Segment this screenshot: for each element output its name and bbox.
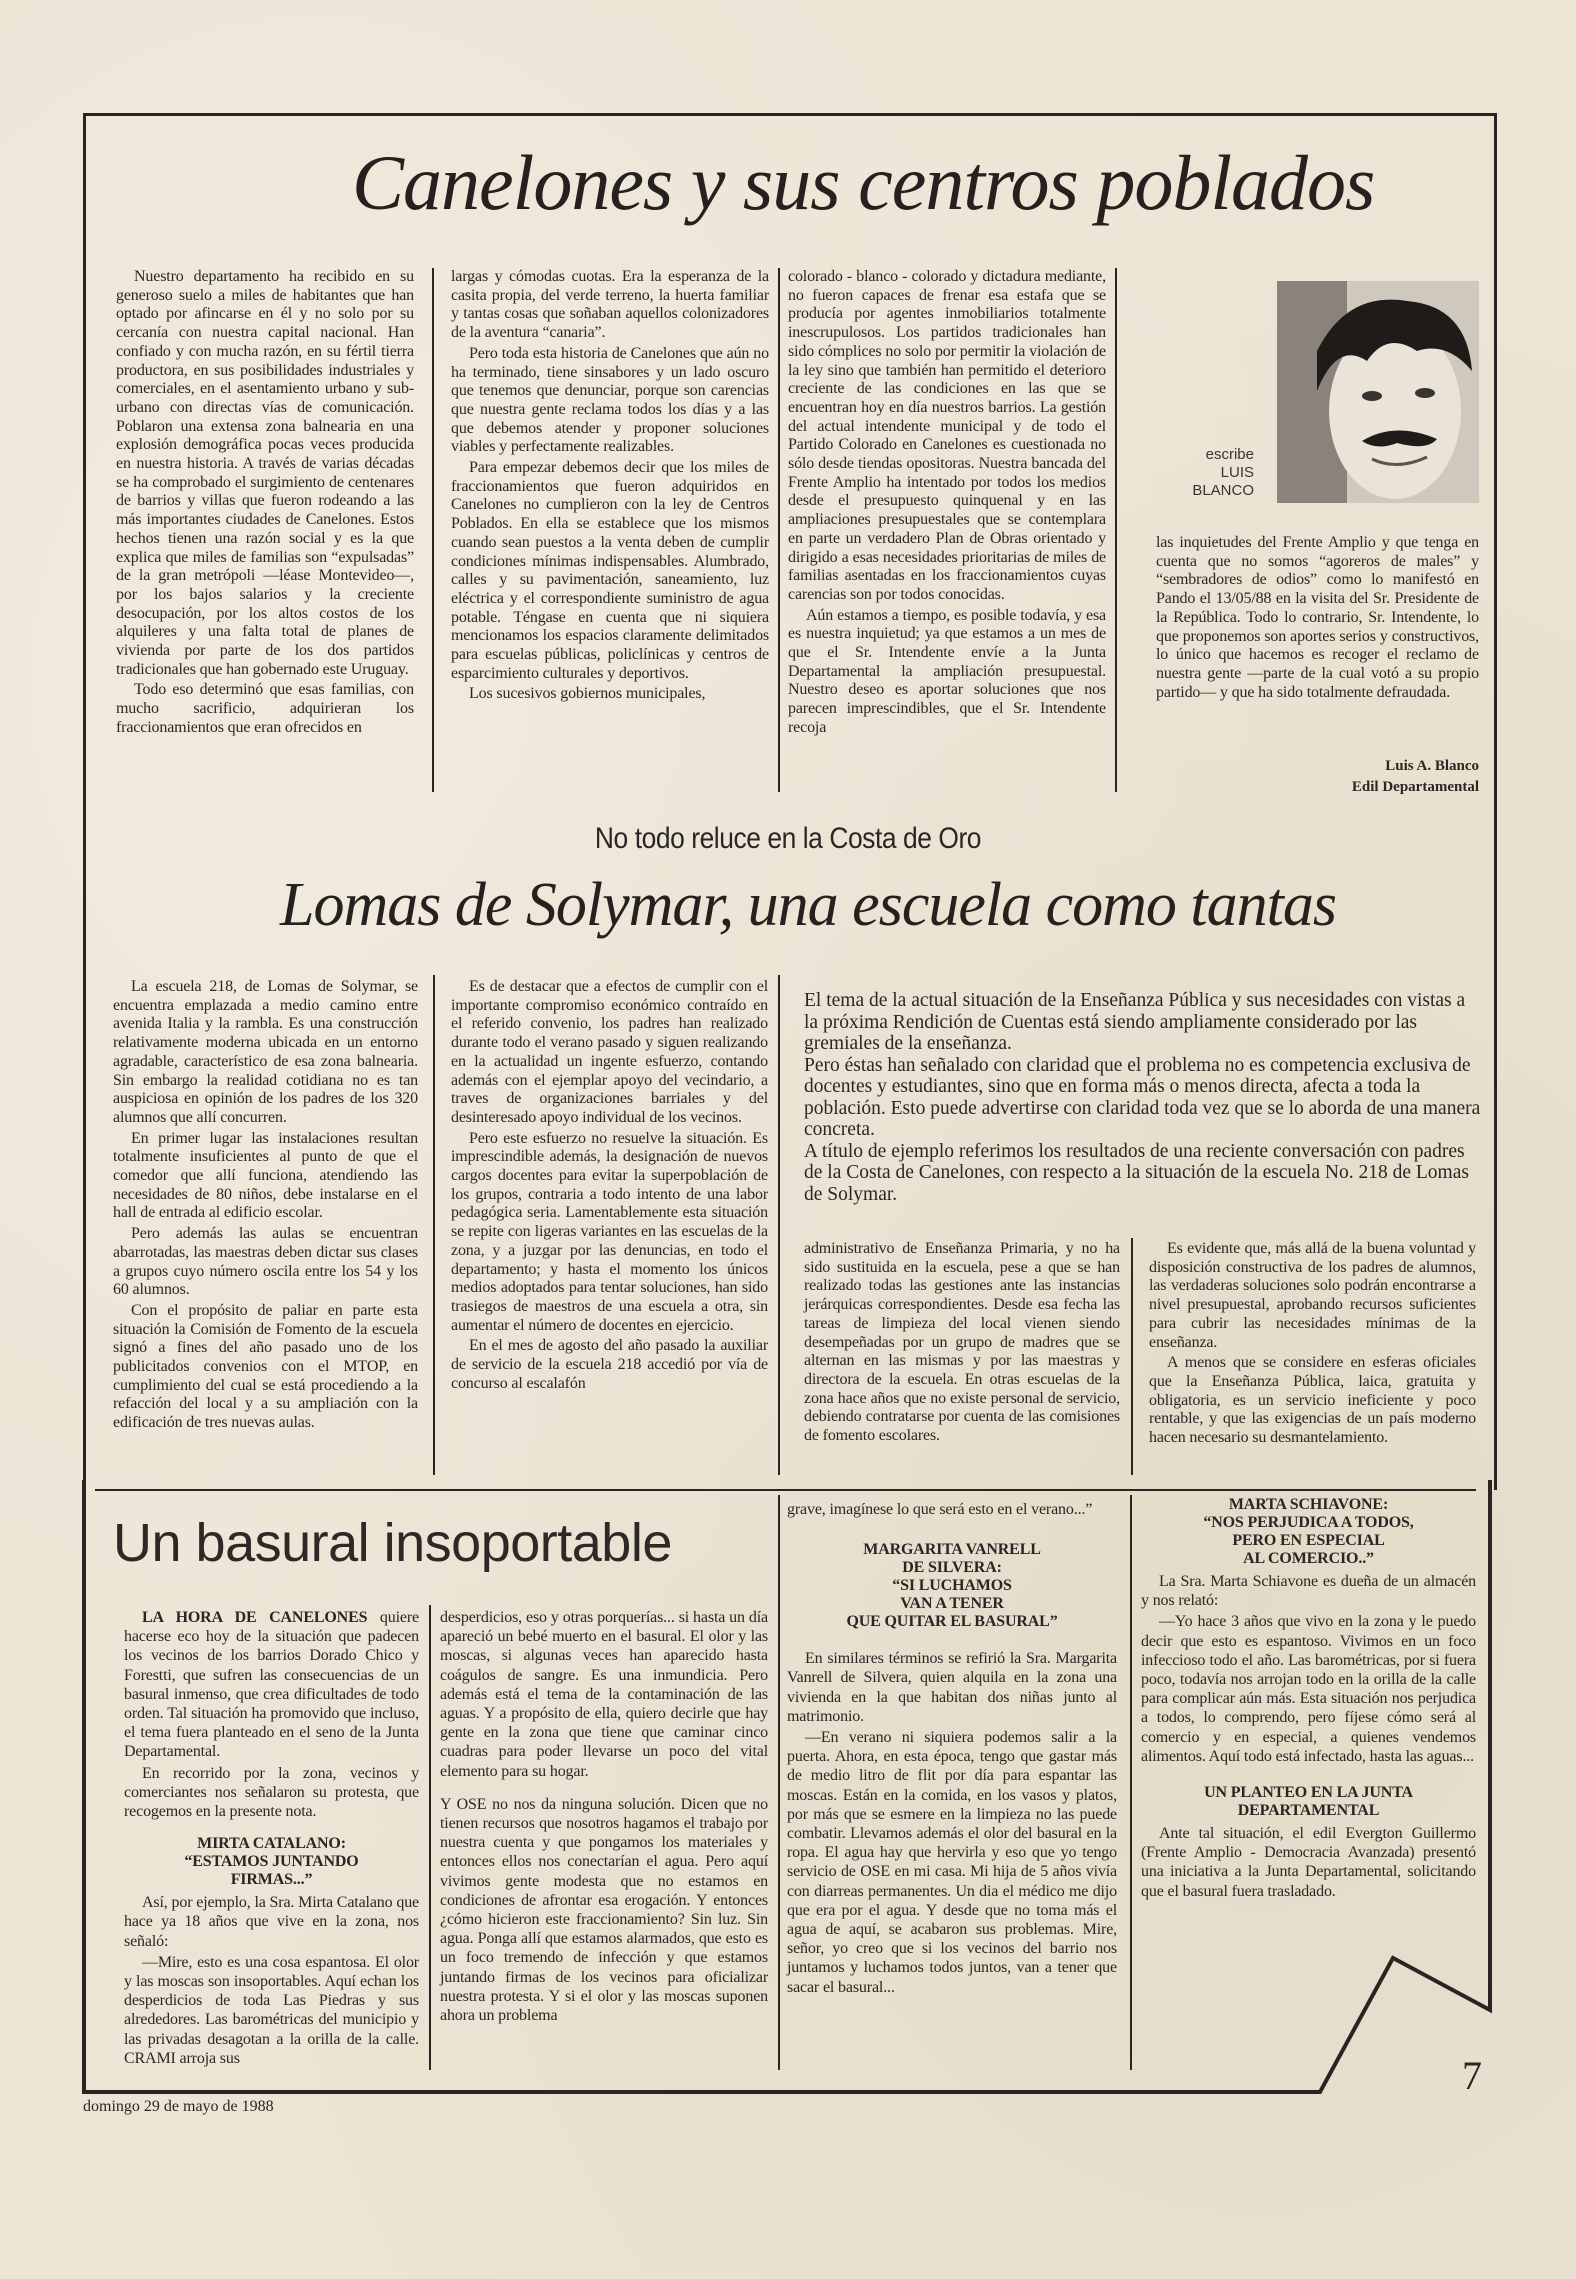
paragraph: —Mire, esto es una cosa espantosa. El olor y las moscas son insoportables. Aquí echan los desperdicios de toda Las Piedras y sus alrededores. Las barométricas del municipio y las privadas desagotan a la orilla de la calle. CRAMI arroja sus — [124, 1953, 419, 2067]
column-divider — [778, 1495, 780, 2070]
paragraph: Pero este esfuerzo no resuelve la situación. Es imprescindible además, la designación de nuevos cargos docentes para evitar la superpoblación de los grupos, contraria a todo intento de una labor pedagógica seria. Lamentablemente esta situación se repite con ligeras variantes en las escuelas de la zona, y a juzgar por las denuncias, en todo el departamento; y hasta el momento los únicos medios adoptados para tentar soluciones, han sido trasiegos de maestros de una escuela a otra, sin aumentar el número de docentes en ejercicio. — [451, 1129, 768, 1334]
signature-role: Edil Departamental — [1351, 779, 1479, 795]
paragraph: En similares términos se refirió la Sra. Margarita Vanrell de Silvera, quien alquila en la zona una vivienda en la que habitan dos niñas junto al matrimonio. — [787, 1650, 1117, 1725]
paragraph: Pero toda esta historia de Canelones que aún no ha terminado, tiene sinsabores y un lado oscuro que tenemos que denunciar, porque son carencias que nuestra gente reclama todos los días y a las que debemos atender y proponer soluciones viables y perfectamente realizables. — [451, 344, 769, 456]
article3-column-3 — [787, 1500, 1117, 1999]
paragraph: grave, imagínese lo que será esto en el verano...” — [787, 1501, 1093, 1518]
article2-title: Lomas de Solymar, una escuela como tantas — [280, 871, 1336, 939]
paragraph: Aún estamos a tiempo, es posible todavía, y esa es nuestra inquietud; ya que estamos a un mes de que el Sr. Intendente envíe a la Junta Departamental la ampliación presupuestal. Nuestro deseo es aportar soluciones que nos parecen imprescindibles, que el Sr. Intendente recoja — [788, 606, 1106, 736]
article3-column-4 — [1141, 1490, 1476, 1903]
paragraph: administrativo de Enseñanza Primaria, y no ha sido sustituida en la escuela, pese a que se han realizado todas las gestiones ante las instancias jerárquicas correspondientes. Desde esa fecha las tareas de limpieza del local vienen siendo desempeñadas por un grupo de madres que se alternan en las mismas y por las maestras y directora de la escuela. En otras escuelas de la zona hace años que no existe personal de servicio, debiendo contratarse por cuenta de las comisiones de fomento escolares. — [804, 1240, 1120, 1445]
paragraph: —En verano ni siquiera podemos salir a la puerta. Ahora, en esta época, tengo que gastar más de medio litro de flit por día para espantar las moscas. Están en la comida, en los vasos y platos, por más que se esmere en la limpieza no las puede combatir. Llevamos además el olor del basural en la ropa. El agua hay que hervirla y eso que yo tengo servicio de OSE en mi casa. Mi hija de 5 años vivía con diarreas permanentes. Un dia el médico me dijo que era por el agua. Y desde que no toma más el agua de aquí, se acabaron sus problemas. Mire, señor, yo creo que si los vecinos del barrio nos juntamos y luchamos todos juntos, van a tener que sacar el basural... — [787, 1729, 1117, 1996]
byline-label: escribe — [1205, 446, 1254, 463]
paragraph: Nuestro departamento ha recibido en su generoso suelo a miles de habitantes que han optado por afincarse en él y no solo por su cercanía con nuestra capital nacional. Han confiado y con mucha razón, en su fértil tierra productora, en sus posibilidades industriales y comerciales, en el asentamiento urbano y sub-urbano con directas vías de comunicación. Poblaron una extensa zona balnearia en una explosión demográfica pocas veces producida en nuestra historia. A través de varias décadas se ha comprobado el surgimiento de centenares de barrios y villas que fueron rodeando a las más importantes ciudades de Canelones. Estos hechos tienen una razón social y es la que explica que miles de familias son “expulsadas” de la gran metrópoli —léase Montevideo—, por los bajos salarios y la creciente desocupación, por los altos costos de los alquileres y una falta total de planes de vivienda por parte de los dos partidos tradicionales que han gobernado este Uruguay. — [116, 268, 414, 678]
byline-name: BLANCO — [1192, 482, 1254, 499]
publication-name: LA HORA DE CANELONES — [142, 1609, 368, 1626]
paragraph — [124, 1608, 419, 1762]
subheading: MARTA SCHIAVONE: “NOS PERJUDICA A TODOS, PERO EN ESPECIAL AL COMERCIO..” — [1203, 1496, 1414, 1567]
issue-date: domingo 29 de mayo de 1988 — [83, 2098, 274, 2115]
paragraph: La Sra. Marta Schiavone es dueña de un almacén y nos relató: — [1141, 1573, 1476, 1610]
paragraph: Pero además las aulas se encuentran abarrotadas, las maestras deben dictar sus clases a grupos cuyo número oscila entre los 54 y los 60 alumnos. — [113, 1225, 418, 1299]
column-divider — [1130, 1495, 1132, 2070]
paragraph: A menos que se considere en esferas oficiales que la Enseñanza Pública, laica, gratuita y obligatoria, es un servicio ineficiente y poco rentable, y que las exigencias de un país moderno hacen necesario su desmantelamiento. — [1149, 1354, 1476, 1447]
article2-kicker: No todo reluce en la Costa de Oro — [594, 822, 982, 855]
paragraph: Los sucesivos gobiernos municipales, — [469, 685, 706, 703]
article3-column-2 — [440, 1608, 768, 2027]
lead-paragraph: Pero éstas han señalado con claridad que el problema no es competencia exclusiva de docentes y estudiantes, sino que en forma más o menos directa, afecta a toda la población. Esto puede advertirse con claridad toda vez que se lo aborda de una manera concreta. — [804, 1054, 1481, 1140]
column-divider — [429, 1605, 431, 2070]
paragraph: —Yo hace 3 años que vivo en la zona y le puedo decir que esto es espantoso. Vivimos en un foco infeccioso todo el año. Las barométricas, por si fuera poco, todavía nos arrojan todo en la orilla de la calle para complicar aún más. Esta situación nos perjudica a todos, lo comprendo, pero fíjese cómo será al comercio y en especial, a quienes vendemos alimentos. Aquí todo está infectado, hasta las aguas... — [1141, 1613, 1476, 1765]
page-number: 7 — [1462, 2053, 1482, 2098]
paragraph: La escuela 218, de Lomas de Solymar, se encuentra emplazada a medio camino entre avenida Italia y la rambla. Es una construcción relativamente moderna ubicada en un entorno agradable, característico de esa zona balnearia. Sin embargo la realidad cotidiana no es tan auspiciosa en opinión de los padres de los 320 alumnos que allí concurren. — [113, 978, 418, 1126]
subheading: UN PLANTEO EN LA JUNTA DEPARTAMENTAL — [1204, 1784, 1413, 1820]
paragraph: Ante tal situación, el edil Evergton Guillermo (Frente Amplio - Democracia Avanzada) presentó una iniciativa a la Junta Departamental, solicitando que el basural fuera trasladado. — [1141, 1825, 1476, 1900]
paragraph: largas y cómodas cuotas. Era la esperanza de la casita propia, del verde terreno, la huerta familiar y tantas cosas que soñaban aquellos colonizadores de la aventura “canaria”. — [451, 268, 769, 342]
paragraph: Para empezar debemos decir que los miles de fraccionamientos que fueron adquiridos en Canelones no cumplieron con la ley de Centros Poblados. En ella se establece que los mismos cuando sean puestos a la venta deben de cumplir condiciones mínimas indispensables. Alumbrado, calles y su pavimentación, saneamiento, luz eléctrica y el correspondiente suministro de agua potable. Téngase en cuenta que ni siquiera mencionamos los espacios claramente delimitados para escuelas públicas, policlínicas y centros de esparcimiento culturales y deportivos. — [451, 459, 769, 682]
paragraph: Es de destacar que a efectos de cumplir con el importante compromiso económico contraído en el referido convenio, los padres han realizado durante todo el verano pasado y siguen realizando en la actualidad un ingente esfuerzo, contando además con el ejemplar apoyo del vecindario, a traves de organizaciones barriales y del desinteresado apoyo individual de los vecinos. — [451, 978, 768, 1126]
paragraph: Es evidente que, más allá de la buena voluntad y disposición constructiva de los padres de alumnos, las verdaderas soluciones solo podrán encontrarse a nivel presupuestal, aprobando recursos suficientes para cubrir las necesidades mínimas de la enseñanza. — [1149, 1240, 1476, 1351]
article1-title: Canelones y sus centros poblados — [352, 139, 1375, 226]
subheading: MARGARITA VANRELL DE SILVERA: “SI LUCHAMOS VAN A TENER QUE QUITAR EL BASURAL” — [846, 1541, 1058, 1631]
paragraph-text: quiere hacerse eco hoy de la situación que padecen los vecinos de los barrios Dorado Chico y Forestti, que sufren las consecuencias de un basural inmenso, que crea dificultades de todo orden. Tal situación ha promovido que incluso, el tema fuera planteado en el seno de la Junta Departamental. — [124, 1609, 419, 1761]
signature-name: Luis A. Blanco — [1385, 758, 1479, 774]
paragraph: Todo eso determinó que esas familias, con mucho sacrificio, adquirieran los fraccionamientos que eran ofrecidos en — [116, 681, 414, 736]
paragraph: las inquietudes del Frente Amplio y que tenga en cuenta que no somos “agoreros de males” y “sembradores de odios” como lo manifestó en Pando el 13/05/88 en la visita del Sr. Presidente de la República. Todo lo contrario, Sr. Intendente, lo que proponemos son aportes serios y constructivos, lo único que hacemos es recoger el reclamo de nuestra gente —parte de la cual votó a su propio partido— y que ha sido totalmente defraudada. — [1156, 534, 1479, 701]
paragraph: En primer lugar las instalaciones resultan totalmente insuficientes al punto de que el comedor que allí funciona, atendiendo las necesidades de 80 niños, debe instalarse en el hall de entrada al edificio escolar. — [113, 1129, 418, 1222]
article3-column-1 — [124, 1608, 419, 2070]
paragraph: En recorrido por la zona, vecinos y comerciantes nos señalaron su protesta, que recogemos en la presente nota. — [124, 1764, 419, 1821]
paragraph: En el mes de agosto del año pasado la auxiliar de servicio de la escuela 218 accedió por vía de concurso al escalafón — [451, 1337, 768, 1392]
paragraph: colorado - blanco - colorado y dictadura mediante, no fueron capaces de frenar esa estafa que se producía por agentes inmobiliarios totalmente inescrupulosos. Los partidos tradicionales han sido cómplices no solo por permitir la violación de la ley sino que también han permitido el deterioro creciente de las condiciones en las que se encuentran hoy en día nuestros barrios. La gestión del actual intendente municipal y de todo el Partido Colorado en Canelones es cuestionada no sólo desde tiendas opositoras. Nuestra bancada del Frente Amplio ha intentado por todos los medios desde el presupuesto quinquenal y en las ampliaciones presupuestales que se contemplara en parte un verdadero Plan de Obras orientado y dirigido a esas necesidades prioritarias de miles de familias asentadas en los fraccionamientos cuyas carencias son por todos conocidas. — [788, 268, 1106, 603]
byline-name: LUIS — [1220, 464, 1254, 481]
paragraph: Y OSE no nos da ninguna solución. Dicen que no tienen recursos que nosotros hagamos el trabajo por nuestra cuenta y que pongamos los materiales y entonces ellos nos conectarían el agua. Pero aquí vivimos gente modesta que no estamos en condiciones de afrontar esa erogación. Y entonces ¿cómo hicieron este fraccionamiento? Sin luz. Sin agua. Ponga allí que estamos alarmados, que esto es un foco tremendo de infección y que estamos juntando firmas de los vecinos para oficializar nuestra protesta. Y si el olor y las moscas suponen ahora un problema — [440, 1795, 768, 2025]
subheading: MIRTA CATALANO: “ESTAMOS JUNTANDO FIRMAS...” — [184, 1835, 359, 1889]
lead-paragraph: A título de ejemplo referimos los resultados de una reciente conversación con padres de la Costa de Canelones, con respecto a la situación de la escuela No. 218 de Lomas de Solymar. — [804, 1140, 1469, 1205]
paragraph: Así, por ejemplo, la Sra. Mirta Catalano que hace ya 18 años que vive en la zona, nos señaló: — [124, 1894, 419, 1950]
lead-paragraph: El tema de la actual situación de la Enseñanza Pública y sus necesidades con vistas a la próxima Rendición de Cuentas está siendo ampliamente considerado por las gremiales de la enseñanza. — [804, 990, 1466, 1054]
paragraph: Con el propósito de paliar en parte esta situación la Comisión de Fomento de la escuela signó a fines del año pasado uno de los publicitados convenios con el MTOP, en cumplimiento del cual se está procediendo a la refacción del local y a su ampliación con la edificación de tres nuevas aulas. — [113, 1301, 418, 1432]
article3-title: Un basural insoportable — [113, 1513, 672, 1573]
paragraph: desperdicios, eso y otras porquerías... si hasta un día apareció un bebé muerto en el basural. El olor y las moscas, si algunas veces han aparecido hasta coágulos de sangre. Es una inmundicia. Pero además está el tema de la contaminación de las aguas. Y a propósito de ella, quiero decirle que hay gente en la zona que tiene que caminar cinco cuadras para poder llevarse un poco del vital elemento para su hogar. — [440, 1609, 768, 1780]
